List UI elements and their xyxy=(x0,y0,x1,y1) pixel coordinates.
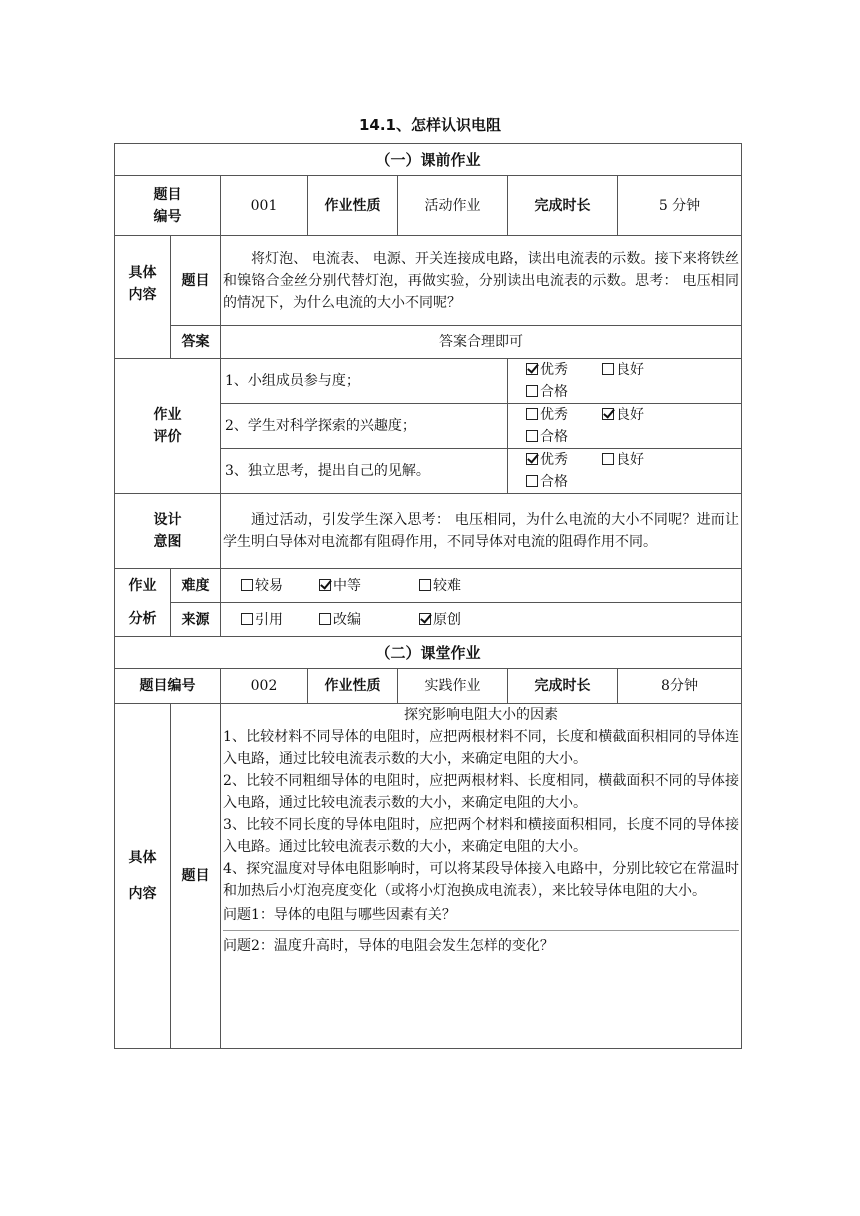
s1-number-value: 001 xyxy=(221,176,308,236)
source-options xyxy=(221,603,742,637)
eval-3-option-label: 合格 xyxy=(540,474,568,490)
s2-number-label: 题目编号 xyxy=(115,669,221,704)
s1-difficulty-label: 难度 xyxy=(171,569,221,603)
checked-box-icon[interactable] xyxy=(419,613,431,625)
s2-question-1: 问题1：导体的电阻与哪些因素有关？ xyxy=(223,904,739,931)
checkbox-icon[interactable] xyxy=(419,579,431,591)
checkbox-icon[interactable] xyxy=(241,579,253,591)
eval-2-option-2[interactable] xyxy=(602,404,692,426)
source-option-label: 引用 xyxy=(255,611,283,628)
checkbox-icon[interactable] xyxy=(526,475,538,487)
eval-options-1 xyxy=(508,359,742,404)
s2-nature-value: 实践作业 xyxy=(398,669,508,704)
eval-1-option-label: 合格 xyxy=(540,384,568,400)
s1-number-label: 题目 编号 xyxy=(115,176,221,236)
s1-analysis-label-top: 作业 xyxy=(115,569,171,603)
eval-3-option-label: 良好 xyxy=(616,452,644,468)
s1-design-text: 通过活动，引发学生深入思考： 电压相同，为什么电流的大小不同呢？进而让学生明白导体对电流都有阻碍作用，不同导体对电流的阻碍作用不同。 xyxy=(221,494,742,569)
checked-box-icon[interactable] xyxy=(602,408,614,420)
eval-1-option-2[interactable] xyxy=(602,359,692,381)
s1-source-label: 来源 xyxy=(171,603,221,637)
eval-2-option-label: 良好 xyxy=(616,407,644,423)
s2-heading: 探究影响电阻大小的因素 xyxy=(404,707,558,723)
checkbox-icon[interactable] xyxy=(526,430,538,442)
difficulty-option-label: 较难 xyxy=(433,577,461,594)
eval-3-option-label: 优秀 xyxy=(540,452,568,468)
s1-eval-label: 作业 评价 xyxy=(115,359,221,494)
checked-box-icon[interactable] xyxy=(319,579,331,591)
section-1-title: （一）课前作业 xyxy=(115,144,742,176)
s1-time-label: 完成时长 xyxy=(508,176,618,236)
s2-paragraph-2: 2、比较不同粗细导体的电阻时，应把两根材料、长度相同，横截面积不同的导体接入电路，通过比较电流表示数的大小，来确定电阻的大小。 xyxy=(223,773,740,811)
s2-time-label: 完成时长 xyxy=(508,669,618,704)
s1-content-label: 具体 内容 xyxy=(115,236,171,359)
s1-question-label: 题目 xyxy=(171,236,221,326)
checkbox-icon[interactable] xyxy=(602,363,614,375)
difficulty-options xyxy=(221,569,742,603)
source-option-label: 改编 xyxy=(333,611,361,628)
s1-analysis-label-bottom: 分析 xyxy=(115,603,171,637)
eval-3-option-2[interactable] xyxy=(602,449,692,471)
checked-box-icon[interactable] xyxy=(526,453,538,465)
source-option-3[interactable] xyxy=(419,609,479,631)
source-option-2[interactable] xyxy=(319,609,419,631)
s2-content-label: 具体 内容 xyxy=(115,704,171,1049)
eval-1-option-label: 优秀 xyxy=(540,362,568,378)
eval-2-option-3[interactable] xyxy=(526,426,586,448)
s2-question-2: 问题2：温度升高时，导体的电阻会发生怎样的变化？ xyxy=(223,938,554,954)
s1-nature-label: 作业性质 xyxy=(308,176,398,236)
s2-paragraph-3: 3、比较不同长度的导体电阻时，应把两个材料和横接面积相同，长度不同的导体接入电路。通过比较电流表示数的大小，来确定电阻的大小。 xyxy=(223,817,740,855)
homework-table xyxy=(114,143,742,1049)
eval-options-2 xyxy=(508,404,742,449)
checkbox-icon[interactable] xyxy=(241,613,253,625)
s2-question-body xyxy=(221,704,742,1049)
eval-3-option-3[interactable] xyxy=(526,471,586,493)
checked-box-icon[interactable] xyxy=(526,363,538,375)
s2-paragraph-1: 1、比较材料不同导体的电阻时，应把两根材料不同，长度和横截面积相同的导体连入电路，通过比较电流表示数的大小，来确定电阻的大小。 xyxy=(223,729,740,767)
eval-item-3: 3、独立思考，提出自己的见解。 xyxy=(221,449,508,494)
s2-paragraph-4: 4、探究温度对导体电阻影响时，可以将某段导体接入电路中，分别比较它在常温时和加热后小灯泡亮度变化（或将小灯泡换成电流表），来比较导体电阻的大小。 xyxy=(223,861,740,899)
checkbox-icon[interactable] xyxy=(526,408,538,420)
source-option-label: 原创 xyxy=(433,611,461,628)
s1-nature-value: 活动作业 xyxy=(398,176,508,236)
eval-1-option-1[interactable] xyxy=(526,359,602,381)
eval-1-option-3[interactable] xyxy=(526,381,586,403)
section-2-title: （二）课堂作业 xyxy=(115,637,742,669)
difficulty-option-label: 中等 xyxy=(333,577,361,594)
s2-time-value: 8分钟 xyxy=(618,669,742,704)
s2-number-value: 002 xyxy=(221,669,308,704)
page-title: 14.1、怎样认识电阻 xyxy=(358,116,501,134)
checkbox-icon[interactable] xyxy=(602,453,614,465)
eval-2-option-label: 合格 xyxy=(540,429,568,445)
checkbox-icon[interactable] xyxy=(526,385,538,397)
s1-answer-text: 答案合理即可 xyxy=(221,326,742,359)
s1-time-value: 5 分钟 xyxy=(618,176,742,236)
eval-item-2: 2、学生对科学探索的兴趣度； xyxy=(221,404,508,449)
source-option-1[interactable] xyxy=(241,609,319,631)
checkbox-icon[interactable] xyxy=(319,613,331,625)
eval-3-option-1[interactable] xyxy=(526,449,602,471)
s1-question-text: 将灯泡、 电流表、 电源、开关连接成电路，读出电流表的示数。接下来将铁丝和镍铬合金丝分别代替灯泡，再做实验，分别读出电流表的示数。思考： 电压相同的情况下，为什么电流的大小不同呢？ xyxy=(221,236,742,326)
eval-item-1: 1、小组成员参与度； xyxy=(221,359,508,404)
eval-1-option-label: 良好 xyxy=(616,362,644,378)
eval-options-3 xyxy=(508,449,742,494)
s1-answer-label: 答案 xyxy=(171,326,221,359)
difficulty-option-2[interactable] xyxy=(319,575,419,597)
difficulty-option-label: 较易 xyxy=(255,577,283,594)
s2-nature-label: 作业性质 xyxy=(308,669,398,704)
difficulty-option-1[interactable] xyxy=(241,575,319,597)
s2-question-label: 题目 xyxy=(171,704,221,1049)
s1-design-label: 设计 意图 xyxy=(115,494,221,569)
eval-2-option-1[interactable] xyxy=(526,404,602,426)
eval-2-option-label: 优秀 xyxy=(540,407,568,423)
difficulty-option-3[interactable] xyxy=(419,575,479,597)
